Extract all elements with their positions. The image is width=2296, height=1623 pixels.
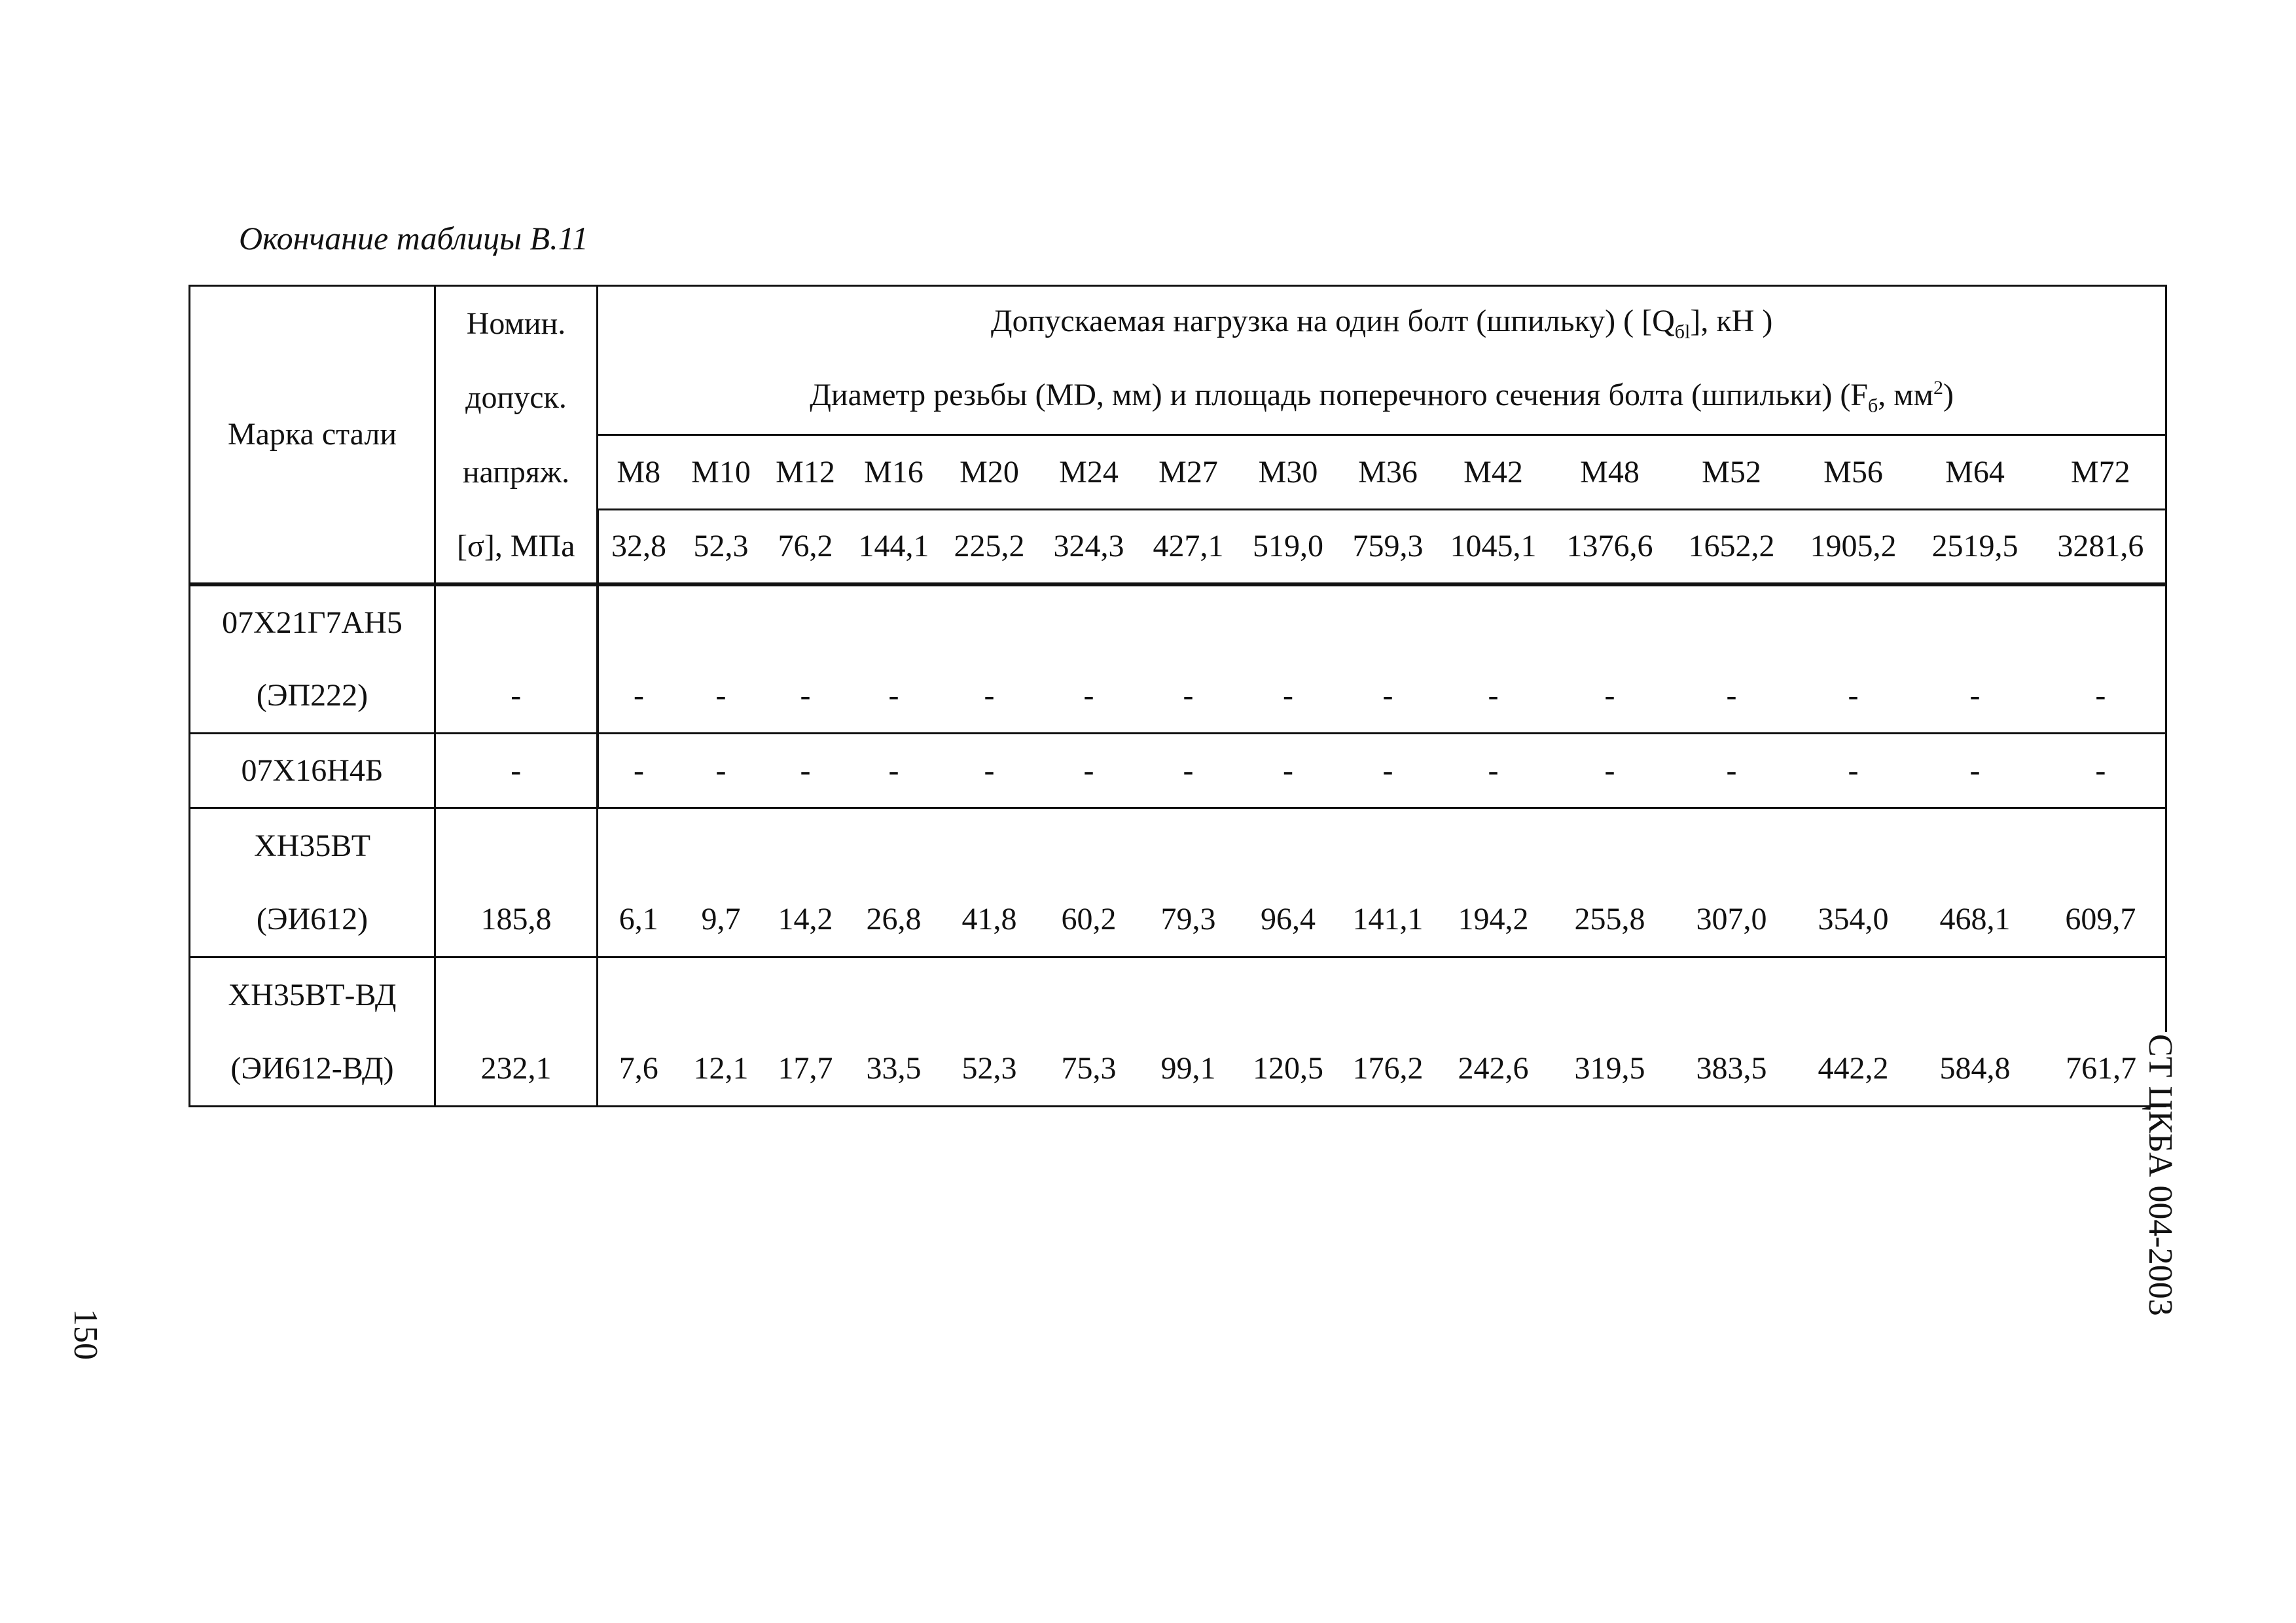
value-cell: - bbox=[763, 659, 848, 734]
value-cell: - bbox=[848, 659, 940, 734]
value-cell: 41,8 bbox=[940, 883, 1039, 957]
value-cell: - bbox=[1238, 734, 1338, 808]
row-spacer bbox=[598, 584, 2166, 659]
thread-size-cell: М10 bbox=[679, 435, 763, 510]
value-cell: 52,3 bbox=[940, 1032, 1039, 1107]
value-cell: 255,8 bbox=[1549, 883, 1671, 957]
grade-name: ХН35ВТ bbox=[190, 808, 435, 883]
value-cell: 60,2 bbox=[1039, 883, 1139, 957]
header-row-1 bbox=[190, 286, 2166, 361]
area-cell: 32,8 bbox=[611, 529, 666, 564]
table-caption: Окончание таблицы В.11 bbox=[239, 220, 588, 257]
thread-size-cell: М12 bbox=[763, 435, 848, 510]
area-cell: 1376,6 bbox=[1566, 529, 1653, 564]
value-cell: 584,8 bbox=[1914, 1032, 2036, 1107]
area-cell: 3281,6 bbox=[2036, 510, 2166, 584]
value-cell: - bbox=[2036, 659, 2166, 734]
stress-cell bbox=[435, 584, 598, 659]
area-cell: 759,3 bbox=[1352, 529, 1424, 564]
value-cell: 6,1 bbox=[598, 883, 679, 957]
value-cell: - bbox=[940, 734, 1039, 808]
header-row-2 bbox=[190, 361, 2166, 435]
thread-size-cell: М30 bbox=[1238, 435, 1338, 510]
value-cell: 442,2 bbox=[1793, 1032, 1914, 1107]
value-cell: 79,3 bbox=[1139, 883, 1238, 957]
stress-value: 232,1 bbox=[435, 1032, 598, 1107]
stress-header-line-3: напряж. bbox=[435, 435, 598, 510]
allowable-load-table bbox=[188, 285, 2167, 1107]
grade-name: 07Х16Н4Б bbox=[190, 734, 435, 808]
table-row bbox=[190, 957, 2166, 1032]
value-cell: - bbox=[1139, 659, 1238, 734]
grade-alias: (ЭИ612) bbox=[190, 883, 435, 957]
grade-alias: (ЭИ612-ВД) bbox=[190, 1032, 435, 1107]
value-cell: - bbox=[1793, 734, 1914, 808]
value-cell: - bbox=[598, 734, 679, 808]
table-row bbox=[190, 584, 2166, 659]
value-cell: - bbox=[940, 659, 1039, 734]
value-cell: 761,7 bbox=[2036, 1032, 2166, 1107]
area-cell: 1652,2 bbox=[1688, 529, 1775, 564]
thread-size-cell: М72 bbox=[2036, 435, 2166, 510]
thread-size-cell: М24 bbox=[1039, 435, 1139, 510]
area-cell: 225,2 bbox=[954, 529, 1025, 564]
area-cell: 324,3 bbox=[1053, 529, 1124, 564]
table-row-values bbox=[190, 659, 2166, 734]
grade-name: 07Х21Г7АН5 bbox=[190, 584, 435, 659]
value-cell: - bbox=[1671, 659, 1793, 734]
stress-value: 185,8 bbox=[435, 883, 598, 957]
value-cell: - bbox=[1039, 734, 1139, 808]
table-row bbox=[190, 734, 2166, 808]
area-cell: 52,3 bbox=[693, 529, 749, 564]
thread-size-cell: М48 bbox=[1549, 435, 1671, 510]
stress-header-line-4: [σ], МПа bbox=[435, 510, 598, 584]
grade-alias: (ЭП222) bbox=[190, 659, 435, 734]
value-cell: 99,1 bbox=[1139, 1032, 1238, 1107]
stress-value: - bbox=[435, 734, 598, 808]
table-row-values bbox=[190, 883, 2166, 957]
value-cell: 96,4 bbox=[1238, 883, 1338, 957]
value-cell: - bbox=[1039, 659, 1139, 734]
page-number: 150 bbox=[67, 1309, 104, 1360]
value-cell: - bbox=[1549, 659, 1671, 734]
row-spacer bbox=[598, 808, 2166, 883]
thread-size-cell: М16 bbox=[848, 435, 940, 510]
value-cell: - bbox=[848, 734, 940, 808]
value-cell: 242,6 bbox=[1438, 1032, 1549, 1107]
value-cell: 319,5 bbox=[1549, 1032, 1671, 1107]
value-cell: - bbox=[1671, 734, 1793, 808]
value-cell: 14,2 bbox=[763, 883, 848, 957]
value-cell: 120,5 bbox=[1238, 1032, 1338, 1107]
stress-header-line-1: Номин. bbox=[435, 286, 598, 361]
value-cell: 468,1 bbox=[1914, 883, 2036, 957]
table-row-values bbox=[190, 1032, 2166, 1107]
load-title: Допускаемая нагрузка на один болт (шпильку) ( $[Q_{бl}]$, кН ) bbox=[598, 286, 2166, 361]
thread-size-cell: М64 bbox=[1914, 435, 2036, 510]
row-spacer bbox=[598, 957, 2166, 1032]
value-cell: 17,7 bbox=[763, 1032, 848, 1107]
thread-size-cell: М42 bbox=[1438, 435, 1549, 510]
thread-size-cell: М27 bbox=[1139, 435, 1238, 510]
value-cell: 12,1 bbox=[679, 1032, 763, 1107]
value-cell: 176,2 bbox=[1338, 1032, 1438, 1107]
area-cell: 2519,5 bbox=[1931, 529, 2018, 564]
area-cell: 427,1 bbox=[1153, 529, 1224, 564]
value-cell: - bbox=[1438, 659, 1549, 734]
area-cell: 1045,1 bbox=[1450, 529, 1537, 564]
table-row bbox=[190, 808, 2166, 883]
thread-size-row bbox=[190, 435, 2166, 510]
value-cell: 383,5 bbox=[1671, 1032, 1793, 1107]
value-cell: - bbox=[679, 734, 763, 808]
value-cell: - bbox=[1914, 659, 2036, 734]
stress-cell bbox=[435, 808, 598, 883]
grade-name: ХН35ВТ-ВД bbox=[190, 957, 435, 1032]
thread-size-cell: М52 bbox=[1671, 435, 1793, 510]
area-cell: 144,1 bbox=[858, 529, 929, 564]
diameter-title: Диаметр резьбы (MD, мм) и площадь поперечного сечения болта (шпильки) ($F_б$, $мм^2$) bbox=[598, 361, 2166, 435]
value-cell: - bbox=[1238, 659, 1338, 734]
value-cell: - bbox=[598, 659, 679, 734]
value-cell: - bbox=[763, 734, 848, 808]
area-cell: 519,0 bbox=[1253, 529, 1323, 564]
thread-size-cell: М56 bbox=[1793, 435, 1914, 510]
thread-size-cell: М20 bbox=[940, 435, 1039, 510]
value-cell: - bbox=[1338, 734, 1438, 808]
stress-value: - bbox=[435, 659, 598, 734]
value-cell: 75,3 bbox=[1039, 1032, 1139, 1107]
value-cell: 609,7 bbox=[2036, 883, 2166, 957]
value-cell: 141,1 bbox=[1338, 883, 1438, 957]
value-cell: 33,5 bbox=[848, 1032, 940, 1107]
area-cell: 76,2 bbox=[778, 529, 833, 564]
value-cell: 354,0 bbox=[1793, 883, 1914, 957]
value-cell: - bbox=[1139, 734, 1238, 808]
value-cell: - bbox=[2036, 734, 2166, 808]
value-cell: - bbox=[1338, 659, 1438, 734]
value-cell: 9,7 bbox=[679, 883, 763, 957]
grade-header: Марка стали bbox=[190, 286, 435, 584]
thread-size-cell: М8 bbox=[598, 435, 679, 510]
area-row bbox=[190, 510, 2166, 584]
stress-cell bbox=[435, 957, 598, 1032]
value-cell: - bbox=[1914, 734, 2036, 808]
value-cell: 7,6 bbox=[598, 1032, 679, 1107]
area-cell: 1905,2 bbox=[1810, 529, 1897, 564]
thread-size-cell: М36 bbox=[1338, 435, 1438, 510]
value-cell: - bbox=[1549, 734, 1671, 808]
value-cell: 26,8 bbox=[848, 883, 940, 957]
stress-header-line-2: допуск. bbox=[435, 361, 598, 435]
value-cell: - bbox=[1438, 734, 1549, 808]
value-cell: 194,2 bbox=[1438, 883, 1549, 957]
value-cell: - bbox=[1793, 659, 1914, 734]
value-cell: 307,0 bbox=[1671, 883, 1793, 957]
document-code-stamp: СТ ЦКБА 004-2003 bbox=[2142, 1034, 2179, 1316]
value-cell: - bbox=[679, 659, 763, 734]
